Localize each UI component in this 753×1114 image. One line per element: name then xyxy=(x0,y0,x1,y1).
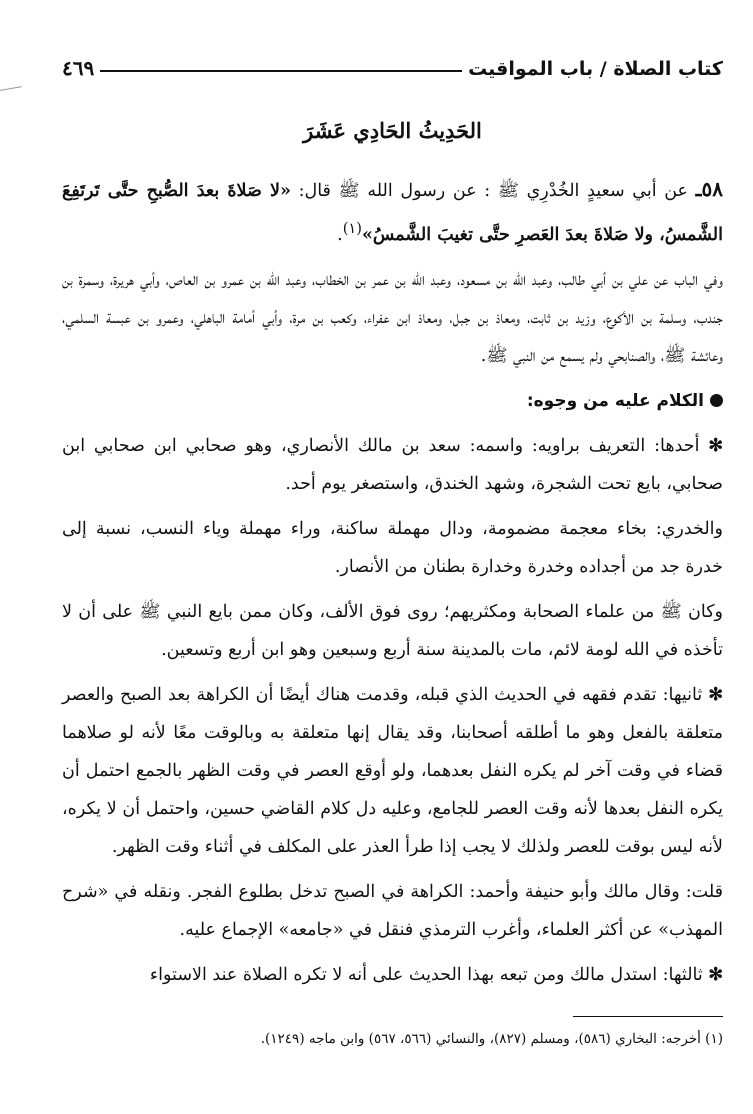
hadith-number: ٥٨ـ xyxy=(695,177,724,201)
paragraph-third-aspect xyxy=(62,956,723,994)
header-rule xyxy=(100,70,462,72)
footnote: (١) أخرجه: البخاري (٥٨٦)، ومسلم (٨٢٧)، والنسائي (٥٦٦، ٥٦٧) وابن ماجه (١٢٤٩). xyxy=(260,1031,723,1047)
star-icon: ✻ xyxy=(708,684,723,705)
section-heading: الحَدِيثُ الحَادِي عَشَرَ xyxy=(303,118,482,143)
subheading-text: الكلام عليه من وجوه: xyxy=(526,390,704,411)
hadith-matn: «لا صَلاةَ بعدَ الصُّبحِ حتَّى تَرتَفِعَ الشَّمسُ، ولا صَلاةَ بعدَ العَصرِ حتَّى تغيبَ الشَّمسُ» xyxy=(62,181,723,245)
page-number: ٤٦٩ xyxy=(62,56,95,80)
paragraph-biography: وكان ﷺ من علماء الصحابة ومكثريهم؛ روى فوق الألف، وكان ممن بايع النبي ﷺ على أن لا تأخذه في الله لومة لائم، مات بالمدينة سنة أربع وسبعين وهو ابن أربع وتسعين. xyxy=(62,601,723,660)
paragraph-companions: وفي الباب عن علي بن أبي طالب، وعبد الله بن مسعود، وعبد الله بن عمر بن الخطاب، وعبد الله بن عمرو بن العاص، وأبي هريرة، وسمرة بن جندب، وسلمة بن الأكوع، وزيد بن ثابت، ومعاذ بن جبل، ومعاذ ابن عفراء، وكعب بن مرة، وأبي أمامة الباهلي، وعمرو بن عبسة السلمي، وعائشة ﷺ، والصنابحي ولم يسمع من النبي ﷺ. xyxy=(62,269,723,366)
footnote-rule xyxy=(573,1016,723,1017)
star-icon: ✻ xyxy=(708,964,723,985)
star-icon: ✻ xyxy=(708,435,723,456)
paragraph-third-aspect-text: ثالثها: استدل مالك ومن تبعه بهذا الحديث على أنه لا تكره الصلاة عند الاستواء xyxy=(149,964,703,985)
running-header xyxy=(62,44,723,80)
paragraph-first-aspect-text: أحدها: التعريف براويه: واسمه: سعد بن مالك الأنصاري، وهو صحابي ابن صحابي ابن صحابي، بايع تحت الشجرة، وشهد الخندق، واستصغر يوم أحد. xyxy=(62,435,723,494)
main-text xyxy=(62,170,723,1001)
header-chapter-title: كتاب الصلاة / باب المواقيت xyxy=(468,58,723,80)
paragraph-scholars: قلت: وقال مالك وأبو حنيفة وأحمد: الكراهة في الصبح تدخل بطلوع الفجر. ونقله في «شرح المهذب» عن أكثر العلماء، وأغرب الترمذي فنقل في «جامعه» الإجماع عليه. xyxy=(62,881,723,940)
paragraph-second-aspect-text: ثانيها: تقدم فقهه في الحديث الذي قبله، وقدمت هناك أيضًا أن الكراهة بعد الصبح والعصر متعلقة بالفعل وهو ما أطلقه أصحابنا، وقد يقال إنها متعلقة به وبالوقت معًا لأنه لو صلاهما قضاء في وقت آخر لم يكره النفل بعدهما، ولو أوقع العصر في وقت الظهر بالجمع احتمل أن يكره النفل بعدها لأنه وقت العصر للجامع، وعليه دل كلام القاضي حسين، واحتمل أن لا يكره، لأنه ليس بوقت للعصر ولذلك لا يجب إذا طرأ العذر على المكلف في أثناء وقت الظهر. xyxy=(62,684,723,857)
paragraph-first-aspect xyxy=(62,427,723,503)
paragraph-khudri: والخدري: بخاء معجمة مضمومة، ودال مهملة ساكنة، وراء مهملة وياء النسب، نسبة إلى خدرة جد من أجداده وخدرة وخدارة بطنان من الأنصار. xyxy=(62,518,723,577)
hadith-narrator: عن أبي سعيدٍ الخُدْرِي ﷺ : عن رسول الله ﷺ قال: xyxy=(298,181,689,201)
paragraph-second-aspect xyxy=(62,676,723,866)
margin-mark xyxy=(0,86,22,91)
subheading-aspects xyxy=(62,382,723,420)
bullet-icon xyxy=(710,394,723,407)
hadith-paragraph: ٥٨ـ عن أبي سعيدٍ الخُدْرِي ﷺ : عن رسول الله ﷺ قال: «لا صَلاةَ بعدَ الصُّبحِ حتَّى تَرتَفِعَ الشَّمسُ، ولا صَلاةَ بعدَ العَصرِ حتَّى تغيبَ الشَّمسُ»$^{(١)}$. xyxy=(62,177,724,245)
footnote-reference: (١) xyxy=(342,220,362,237)
